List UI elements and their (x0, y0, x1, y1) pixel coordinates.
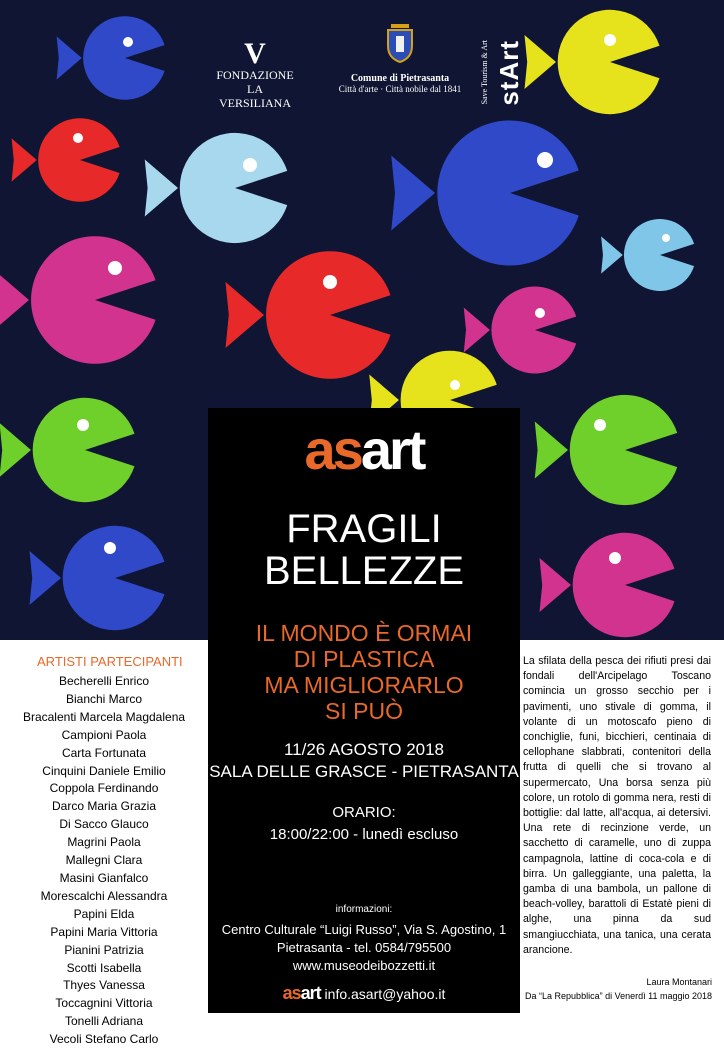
asart-logo (208, 420, 520, 480)
artist-name: Papini Maria Vittoria (50, 924, 158, 939)
subtitle-line2: DI PLASTICA (293, 646, 435, 672)
artist-name: Masini Gianfalco (59, 870, 149, 885)
title-line1: FRAGILI (286, 507, 442, 551)
event-dates: 11/26 AGOSTO 2018 (283, 740, 445, 759)
fish-red-center (226, 251, 391, 379)
artist-name: Mallegni Clara (65, 853, 143, 868)
fish-green-right (535, 395, 678, 505)
asart-logo-as: as (304, 418, 361, 481)
info-email[interactable]: info.asart@yahoo.it (324, 986, 446, 1002)
fish-blue-bottom-left (29, 526, 164, 630)
info-address: Centro Culturale “Luigi Russo”, Via S. Agostino, 1 (221, 922, 507, 937)
artist-name: Coppola Ferdinando (49, 781, 159, 796)
title-line2: BELLEZZE (263, 549, 465, 593)
fish-green-left (0, 398, 135, 502)
versiliana-line1: FONDAZIONE (216, 68, 294, 82)
fish-yellow-top-right (525, 10, 660, 114)
event-subtitle (208, 620, 520, 724)
fish-lightblue-right (601, 219, 694, 291)
subtitle-line3: MA MIGLIORARLO (264, 672, 464, 698)
subtitle-line1: IL MONDO È ORMAI (255, 620, 473, 646)
versiliana-line2: LA VERSILIANA (219, 82, 291, 110)
article-text: La sfilata della pesca dei rifiuti presi dai fondali dell'Arcipelago Toscano comincia un grosso secchio per i pavimenti, uno stivale di gomma, il volante di un motoscafo pieno di conchiglie, funi, bicchieri, centinaia di cellophane slabbrati, contenitori della frutta di quelli che si trovano al supermercato, Una borsa senza più colore, un rotolo di gomma nera, resti di bottiglie: dal latte, all'acqua, ai detersivi. Una rete di recinzione verde, un sacchetto di caramelle, uno di zuppa campagnola, lattine di coca-cola e di birra. Un galleggiante, una paletta, la gamba di una bambola, un pallone di beach-volley, barattoli di Estatè pieni di alghe, una pinna da sud smangiucchiata, una tanica, una cerata arancione. (523, 655, 711, 956)
artist-name: Carta Fortunata (61, 745, 147, 760)
subtitle-line4: SI PUÒ (325, 698, 403, 724)
opening-hours: 18:00/22:00 - lunedì escluso (269, 826, 459, 843)
artist-name: Scotti Isabella (66, 960, 142, 975)
artist-name: Papini Elda (73, 906, 135, 921)
event-venue: SALA DELLE GRASCE - PIETRASANTA (209, 762, 519, 781)
event-info-panel (208, 408, 520, 1013)
artist-name: Morescalchi Alessandra (40, 888, 168, 903)
comune-name: Comune di Pietrasanta (350, 73, 450, 84)
artist-name: Bracalenti Marcela Magdalena (22, 709, 186, 724)
info-website[interactable]: www.museodeibozzetti.it (292, 958, 436, 973)
fish-pink-left (0, 236, 156, 364)
fish-red-left (12, 118, 120, 202)
info-email-row (208, 983, 520, 1004)
artist-name: Toccagnini Vittoria (55, 996, 153, 1011)
asart-mini-logo: asart (282, 983, 321, 1003)
artist-name: Di Sacco Glauco (59, 817, 149, 832)
artist-name: Cinquini Daniele Emilio (42, 763, 166, 778)
comune-pietrasanta-logo (330, 20, 470, 94)
fish-blue-center-right (391, 121, 579, 266)
versiliana-mark: V (244, 37, 266, 70)
artist-name: Magrini Paola (67, 835, 141, 850)
asart-logo-art: art (360, 418, 424, 481)
start-wordmark: stArt (494, 40, 524, 106)
opening-hours-label: ORARIO: (332, 804, 396, 821)
event-title (208, 508, 520, 592)
artist-name: Thyes Vanessa (63, 978, 145, 993)
article-author: Laura Montanari (646, 977, 712, 987)
comune-subtitle: Città d'arte · Città nobile dal 1841 (338, 84, 462, 94)
artist-name: Becherelli Enrico (58, 674, 150, 688)
coat-of-arms-icon (383, 20, 417, 64)
artist-name: Vecoli Stefano Carlo (49, 1032, 159, 1047)
sponsor-logos (210, 20, 530, 110)
artist-name: Pianini Patrizia (64, 942, 144, 957)
start-tagline: Save Tourism & Art (480, 40, 489, 105)
fish-lightblue-center (145, 133, 288, 243)
artist-name: Campioni Paola (61, 727, 147, 742)
artists-heading: ARTISTI PARTECIPANTI (37, 654, 183, 669)
info-phone: Pietrasanta - tel. 0584/795500 (276, 940, 452, 955)
artist-name: Tonelli Adriana (64, 1014, 144, 1029)
start-logo (480, 40, 530, 110)
info-label: informazioni: (335, 904, 393, 915)
fish-pink-bottom-right (540, 533, 675, 637)
artists-list (0, 654, 208, 1049)
article-source: Da “La Repubblica” di Venerdì 11 maggio 2018 (525, 991, 712, 1001)
fondazione-versiliana-logo (210, 37, 300, 110)
fish-blue-top-left (57, 16, 165, 100)
fish-pink-right (464, 287, 577, 374)
article-credit (525, 975, 712, 1003)
artist-name: Bianchi Marco (65, 691, 143, 706)
artist-name: Darco Maria Grazia (51, 799, 157, 814)
